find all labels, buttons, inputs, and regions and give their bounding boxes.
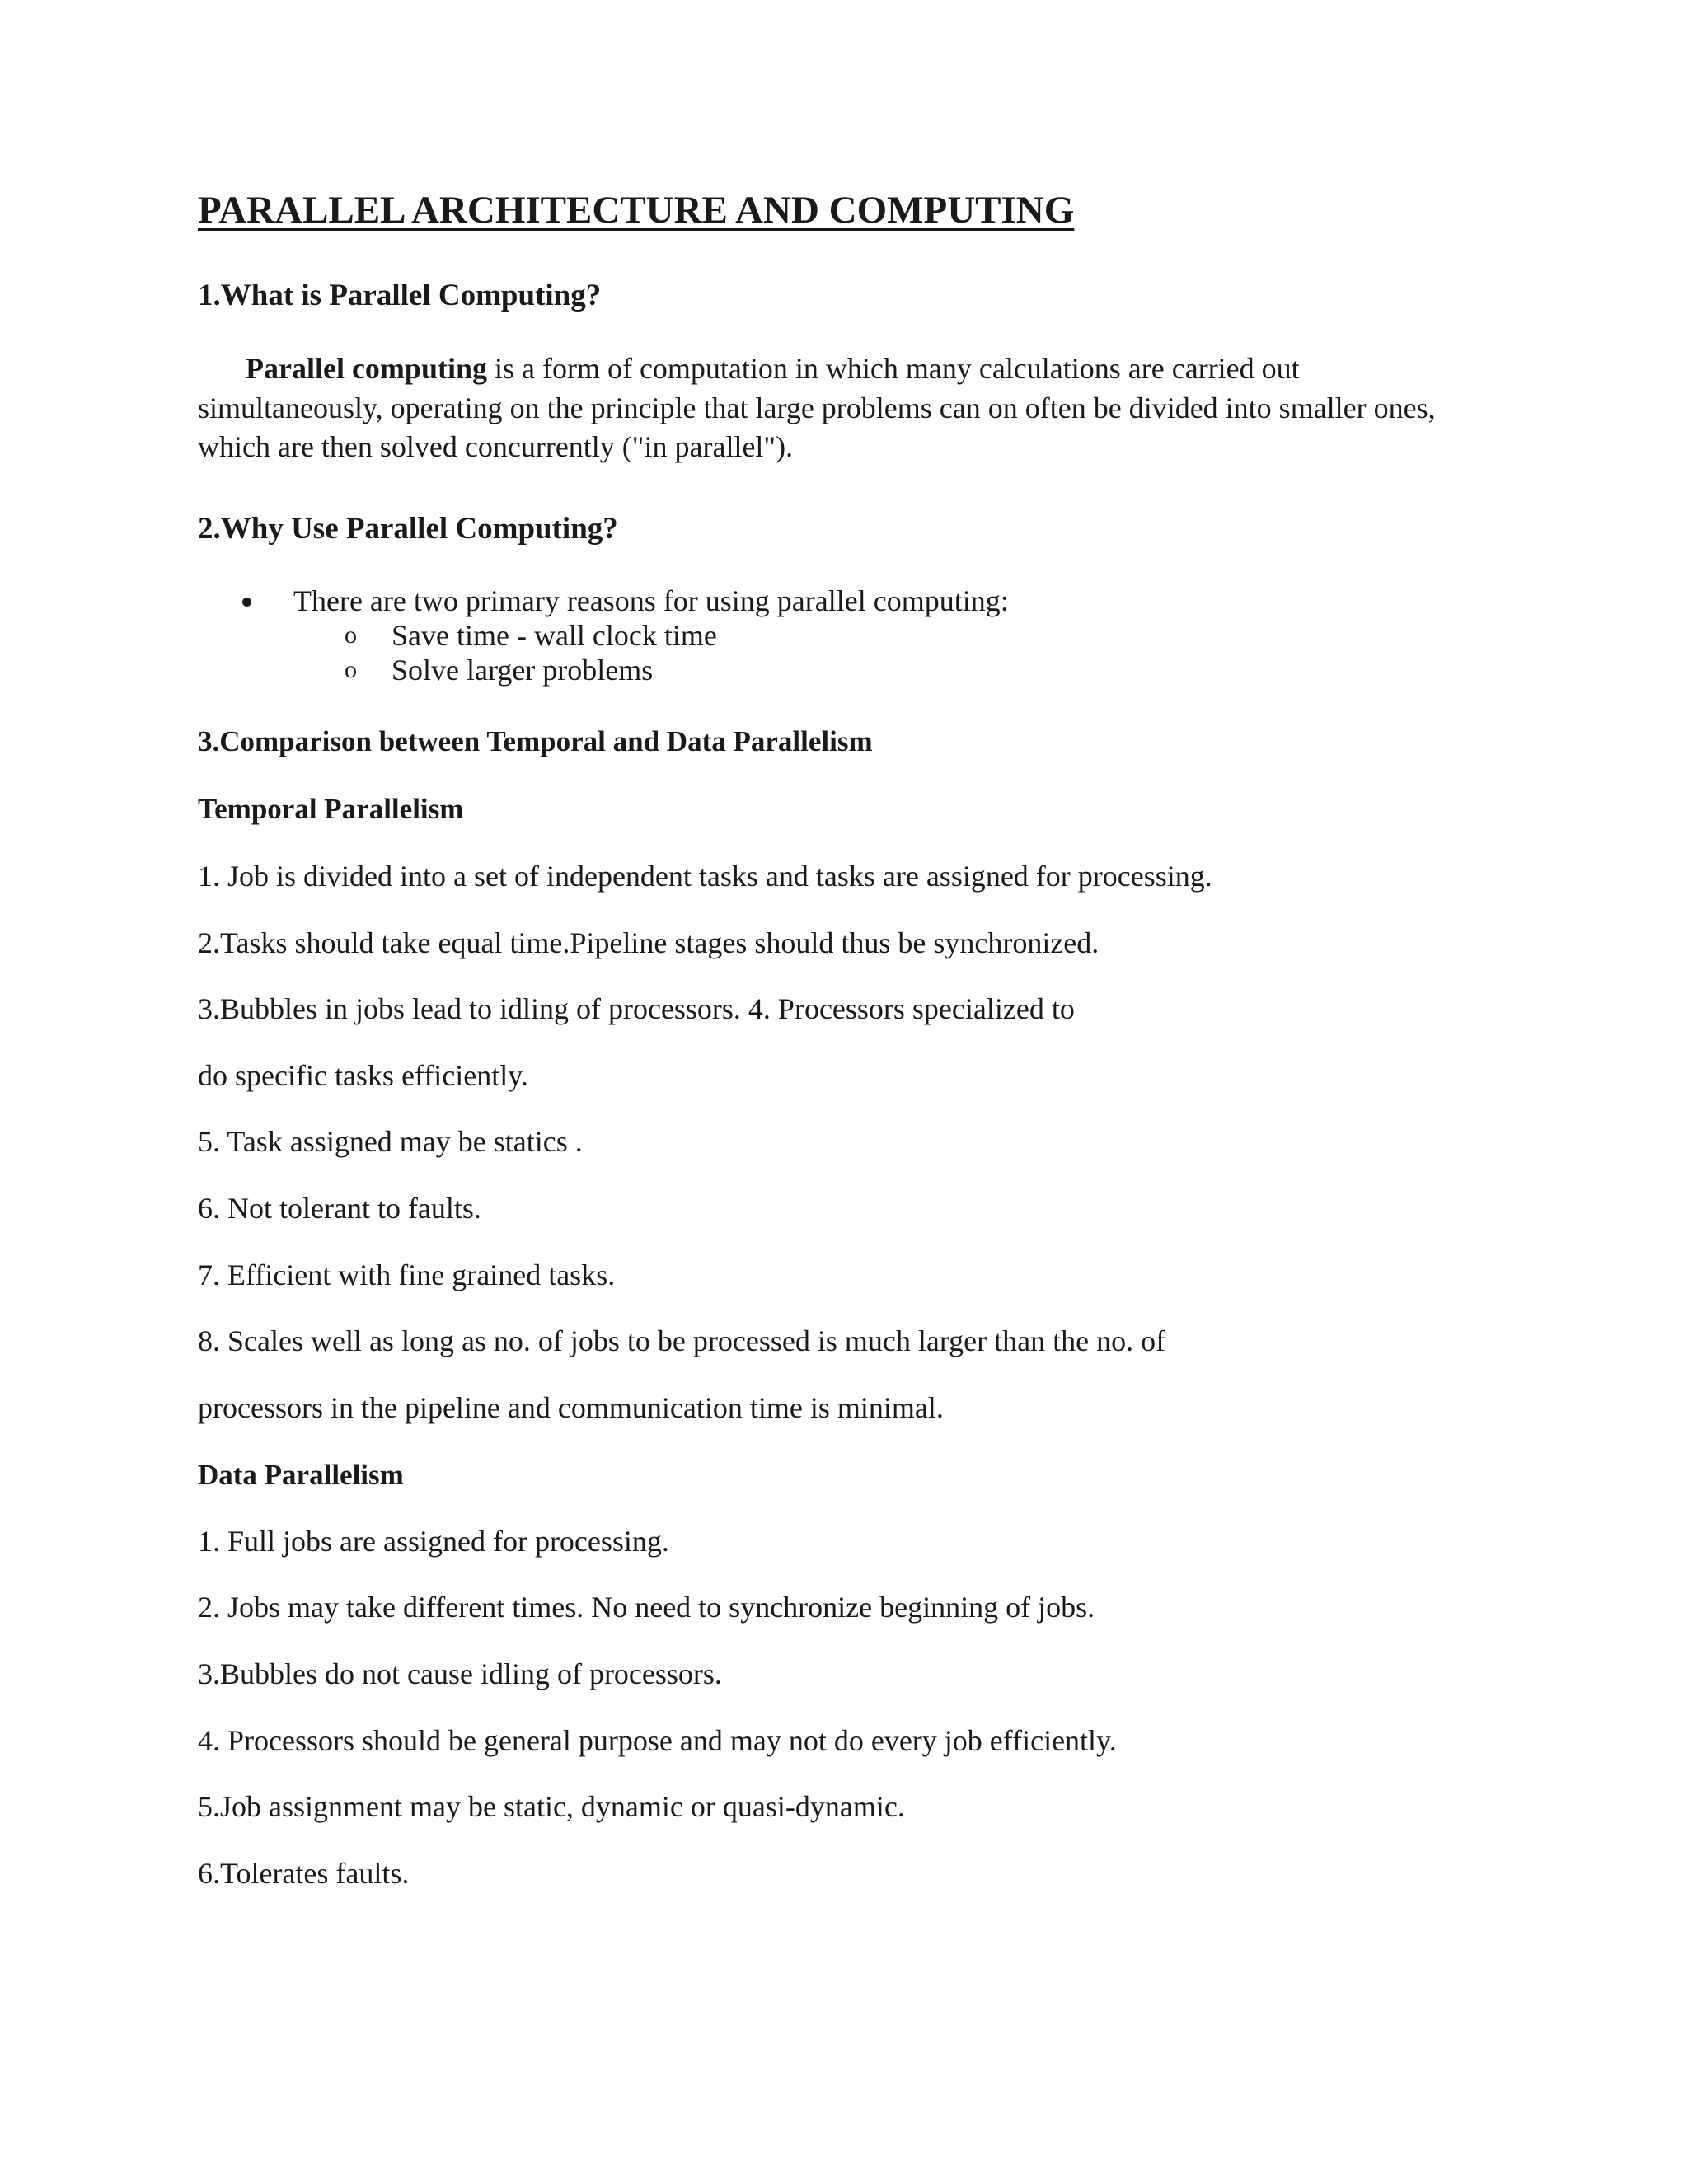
section-1-paragraph-line-2: simultaneously, operating on the principle that large problems can on often be divided into smaller ones,	[198, 391, 1436, 424]
temporal-item: 6. Not tolerant to faults.	[198, 1192, 481, 1225]
data-item: 6.Tolerates faults.	[198, 1857, 410, 1890]
section-3-heading: 3.Comparison between Temporal and Data Parallelism	[198, 725, 873, 757]
sub-bullet-icon: o	[345, 621, 357, 649]
temporal-item: 5. Task assigned may be statics .	[198, 1125, 583, 1158]
section-2-sub-item: Solve larger problems	[392, 654, 654, 687]
section-1-line-1-text: is a form of computation in which many calculations are carried out	[486, 352, 1300, 385]
temporal-item: 3.Bubbles in jobs lead to idling of processors. 4. Processors specialized to	[198, 992, 1075, 1025]
parallel-computing-term: Parallel computing	[246, 352, 487, 385]
section-2-sub-item: Save time - wall clock time	[392, 619, 717, 652]
temporal-parallelism-heading: Temporal Parallelism	[198, 793, 464, 825]
data-parallelism-heading: Data Parallelism	[198, 1459, 404, 1491]
data-item: 5.Job assignment may be static, dynamic or quasi-dynamic.	[198, 1790, 905, 1823]
temporal-item: 1. Job is divided into a set of independent tasks and tasks are assigned for processing.	[198, 860, 1212, 893]
data-item: 4. Processors should be general purpose and may not do every job efficiently.	[198, 1724, 1117, 1757]
temporal-item: processors in the pipeline and communication time is minimal.	[198, 1391, 944, 1424]
data-item: 2. Jobs may take different times. No need to synchronize beginning of jobs.	[198, 1591, 1095, 1624]
bullet-icon	[242, 598, 251, 607]
section-2-heading: 2.Why Use Parallel Computing?	[198, 512, 618, 546]
temporal-item: 8. Scales well as long as no. of jobs to be processed is much larger than the no. of	[198, 1324, 1166, 1357]
section-2-bullet: There are two primary reasons for using parallel computing:	[293, 584, 1009, 617]
document-title: PARALLEL ARCHITECTURE AND COMPUTING	[198, 189, 1075, 232]
temporal-item: 7. Efficient with fine grained tasks.	[198, 1258, 616, 1291]
section-1-paragraph-line-1	[246, 350, 1300, 387]
temporal-item: do specific tasks efficiently.	[198, 1059, 528, 1092]
section-1-paragraph-line-3: which are then solved concurrently ("in parallel").	[198, 430, 794, 463]
temporal-item: 2.Tasks should take equal time.Pipeline stages should thus be synchronized.	[198, 926, 1100, 959]
data-item: 1. Full jobs are assigned for processing.	[198, 1525, 669, 1558]
section-1-heading: 1.What is Parallel Computing?	[198, 279, 602, 312]
sub-bullet-icon: o	[345, 656, 357, 683]
data-item: 3.Bubbles do not cause idling of processors.	[198, 1657, 722, 1690]
